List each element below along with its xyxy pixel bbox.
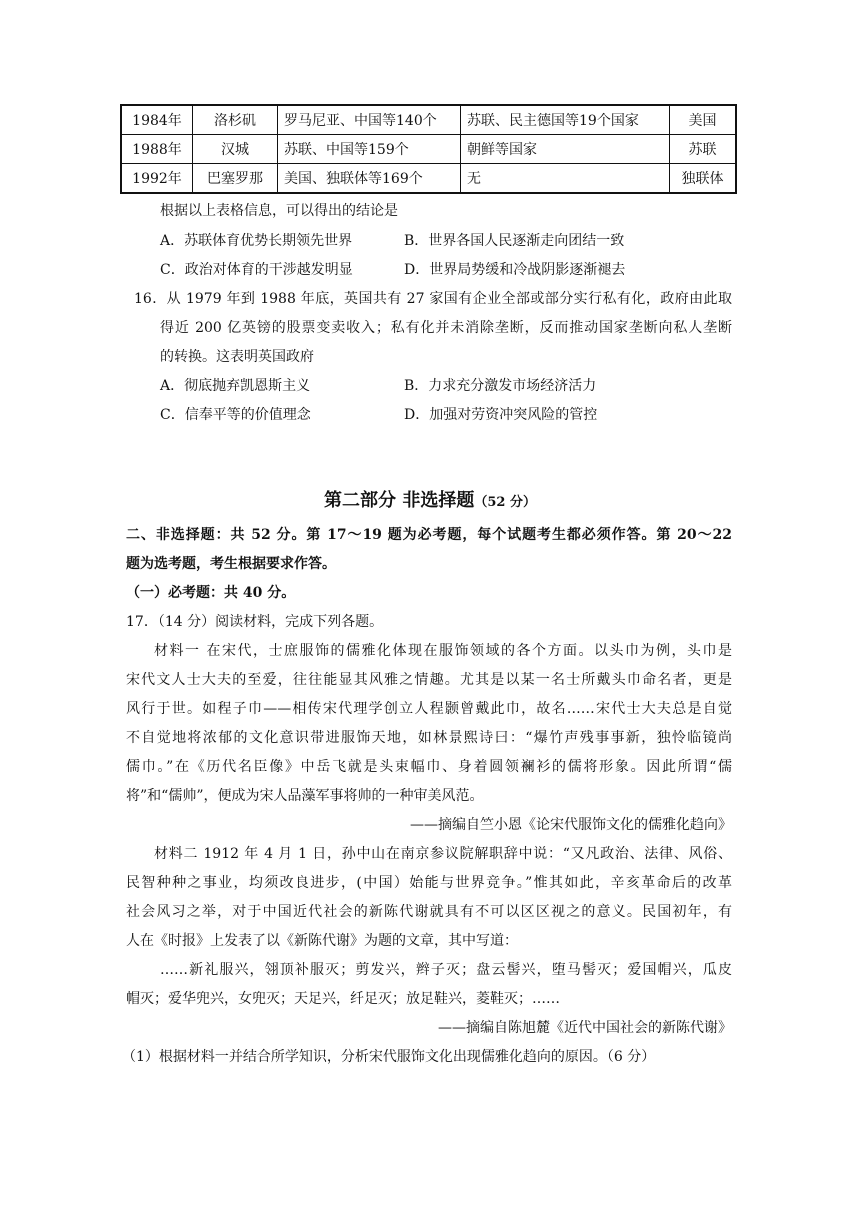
q16-option-d: D．加强对劳资冲突风险的管控 (404, 407, 598, 423)
olympics-table (120, 104, 737, 194)
table-cell: 洛杉矶 (193, 105, 278, 135)
material2-line-1: 材料二 1912 年 4 月 1 日，孙中山在南京参议院解职辞中说：“又凡政治、法律、风俗、 (154, 846, 732, 862)
table-cell: 汉城 (193, 135, 278, 164)
part2-score: （52 分） (474, 495, 536, 510)
q16-option-b: B．力求充分激发市场经济活力 (404, 378, 597, 394)
table-cell: 1992年 (121, 164, 193, 194)
table-row (121, 164, 736, 194)
table-cell: 美国、独联体等169个 (278, 164, 461, 194)
material1-line-2: 宋代文人士大夫的至爱，往往能显其风雅之情趣。尤其是以某一名士所戴头巾命名者，更是 (126, 672, 732, 688)
table-cell: 苏联、民主德国等19个国家 (461, 105, 670, 135)
q17-heading: 17．（14 分）阅读材料，完成下列各题。 (126, 614, 384, 630)
table-row (121, 105, 736, 135)
q15-option-d: D．世界局势缓和冷战阴影逐渐褪去 (404, 262, 626, 278)
material1-line-4: 不自觉地将浓郁的文化意识带进服饰天地，如林景熙诗曰：“爆竹声残事事新，独怜临镜尚 (126, 730, 732, 746)
table-cell: 1988年 (121, 135, 193, 164)
table-cell: 罗马尼亚、中国等140个 (278, 105, 461, 135)
table-cell: 1984年 (121, 105, 193, 135)
q15-option-a: A．苏联体育优势长期领先世界 (160, 233, 353, 249)
material2-line-2: 民智种种之事业，均须改良进步，(中国）始能与世界竞争。”惟其如此，辛亥革命后的改革 (126, 875, 732, 891)
table-cell: 独联体 (670, 164, 737, 194)
q16-line-1: 16．从 1979 年到 1988 年底，英国共有 27 家国有企业全部或部分实行私有化，政府由此取 (134, 291, 732, 307)
material1-line-1: 材料一 在宋代，士庶服饰的儒雅化体现在服饰领域的各个方面。以头巾为例，头巾是 (154, 643, 732, 659)
table-cell: 美国 (670, 105, 737, 135)
q15-option-b: B．世界各国人民逐渐走向团结一致 (404, 233, 625, 249)
material2-quote-line-1: ……新礼服兴，翎顶补服灭；剪发兴，辫子灭；盘云髻兴，堕马髻灭；爱国帽兴，瓜皮 (160, 962, 732, 978)
material2-source: ——摘编自陈旭麓《近代中国社会的新陈代谢》 (438, 1020, 732, 1036)
table-cell: 苏联、中国等159个 (278, 135, 461, 164)
material1-line-6: 将”和“儒帅”，便成为宋人品藻军事将帅的一种审美风范。 (126, 788, 484, 804)
table-cell: 巴塞罗那 (193, 164, 278, 194)
table-cell: 朝鲜等国家 (461, 135, 670, 164)
q16-line-3: 的转换。这表明英国政府 (160, 349, 314, 365)
q15-stem: 根据以上表格信息，可以得出的结论是 (160, 203, 398, 219)
q16-option-c: C．信奉平等的价值理念 (160, 407, 311, 423)
material1-source: ——摘编自竺小恩《论宋代服饰文化的儒雅化趋向》 (410, 817, 732, 833)
q16-option-a: A．彻底抛弃凯恩斯主义 (160, 378, 311, 394)
table-cell: 无 (461, 164, 670, 194)
part2-intro-line-1: 二、非选择题：共 52 分。第 17～19 题为必考题，每个试题考生都必须作答。第 20～22 (126, 527, 732, 543)
material2-line-4: 人在《时报》上发表了以《新陈代谢》为题的文章，其中写道： (126, 933, 518, 949)
material2-quote-line-2: 帽灭；爱华兜兴，女兜灭；天足兴，纤足灭；放足鞋兴，菱鞋灭；…… (126, 991, 560, 1007)
material1-line-3: 风行于世。如程子巾——相传宋代理学创立人程颢曾戴此巾，故名……宋代士大夫总是自觉 (126, 701, 732, 717)
q17-subquestion-1: （1）根据材料一并结合所学知识，分析宋代服饰文化出现儒雅化趋向的原因。（6 分） (122, 1049, 656, 1065)
part2-title (0, 486, 860, 512)
q16-line-2: 得近 200 亿英镑的股票变卖收入；私有化并未消除垄断，反而推动国家垄断向私人垄断 (160, 320, 732, 336)
material1-line-5: 儒巾。”在《历代名臣像》中岳飞就是头束幅巾、身着圆领襕衫的儒将形象。因此所谓“儒 (126, 759, 732, 775)
table-row (121, 135, 736, 164)
part2-intro-line-2: 题为选考题，考生根据要求作答。 (126, 556, 336, 572)
material2-line-3: 社会风习之举，对于中国近代社会的新陈代谢就具有不可以区区视之的意义。民国初年，有 (126, 904, 732, 920)
part2-title-text: 第二部分 非选择题 (324, 490, 475, 511)
q15-option-c: C．政治对体育的干涉越发明显 (160, 262, 353, 278)
table-cell: 苏联 (670, 135, 737, 164)
required-section-heading: （一）必考题：共 40 分。 (126, 585, 296, 601)
